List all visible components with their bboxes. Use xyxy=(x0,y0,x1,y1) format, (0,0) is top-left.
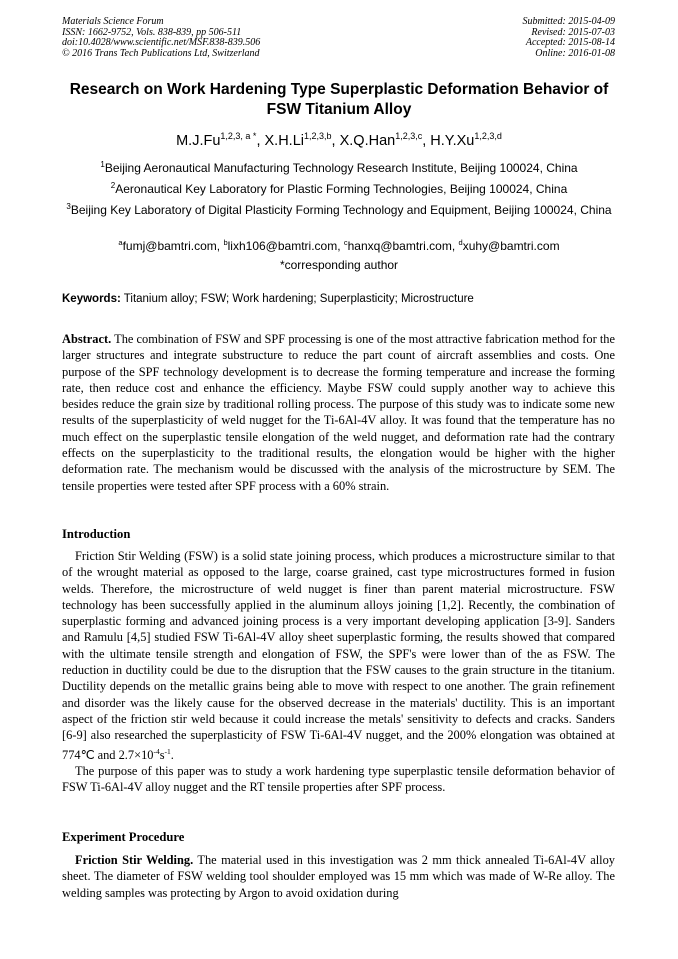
paragraph: Friction Stir Welding. The material used in this investigation was 2 mm thick annealed Ti-6Al-4V alloy sheet. The diameter of FSW welding tool shoulder employed was 15 mm which was made of W-Re alloy. The welding samples was protecting by Argon to avoid oxidation during xyxy=(62,853,615,900)
keywords-label: Keywords: xyxy=(62,293,121,305)
section-heading-introduction: Introduction xyxy=(62,527,131,541)
author: H.Y.Xu$^{1,2,3,d}$ xyxy=(430,131,502,149)
keywords xyxy=(62,292,616,307)
abstract-label: Abstract. xyxy=(62,332,112,346)
accepted-date: Accepted: 2015-08-14 xyxy=(525,37,615,49)
email-link[interactable]: xuhy@bamtri.com xyxy=(462,239,560,253)
affiliation-3: $^3$Beijing Key Laboratory of Digital Plasticity Forming Technology and Equipment, Beijing 100024, China xyxy=(66,202,612,217)
paragraph: Friction Stir Welding (FSW) is a solid state joining process, which produces a microstructure similar to that of the wrought material as opposed to the large, coarse grained, cast type microstructures formed in fusion welds. Therefore, the microstructure of weld nugget is finer than parent material microstructure. FSW technology has been successfully applied in the aluminum alloys joining [1,2]. Recently, the combination of superplastic forming and advanced joining process is a very important developing application [3-9]. Sanders and Ramulu [4,5] studied FSW Ti-6Al-4V alloy sheet superplastic forming, the results showed that compared with the ultimate tensile strength and elongation of FSW, the SPF's were lower than of the as FSW. The reduction in ductility could be due to the disruption that the FSW causes to the grain structure in the titanium. Ductility depends on the metallic grains being able to move with respect to one another. The grain refinement and disorder was the likely cause for the observed decrease in the materials' ductility. This is an important aspect of the friction stir weld because it could increase the metals' sensitivity to defects and cracks. Sanders [6-9] also researched the superplasticity of FSW Ti-6Al-4V nugget, and the 200% elongation was obtained at 774℃ and $2.7\times 10^{-4}s^{-1}$. xyxy=(62,549,615,762)
section-heading-experiment: Experiment Procedure xyxy=(62,830,185,844)
journal-name: Materials Science Forum xyxy=(62,16,164,27)
corresponding-author-note: *corresponding author xyxy=(279,258,399,272)
submitted-date: Submitted: 2015-04-09 xyxy=(522,16,615,27)
email-link[interactable]: fumj@bamtri.com, xyxy=(122,239,224,253)
copyright: © 2016 Trans Tech Publications Ltd, Switzerland xyxy=(62,47,260,59)
online-date: Online: 2016-01-08 xyxy=(535,47,615,59)
experiment-body xyxy=(62,852,615,901)
affiliation-2: $^2$Aeronautical Key Laboratory for Plastic Forming Technologies, Beijing 100024, China xyxy=(110,181,568,196)
introduction-body xyxy=(62,548,615,796)
affiliation-1: $^1$Beijing Aeronautical Manufacturing Technology Research Institute, Beijing 100024, China xyxy=(100,160,578,175)
abstract xyxy=(62,331,615,494)
dates-header xyxy=(523,17,616,59)
issn: ISSN: 1662-9752, Vols. 838-839, pp 506-511 xyxy=(62,26,242,38)
email-link[interactable]: lixh106@bamtri.com, xyxy=(227,239,344,253)
journal-header xyxy=(62,17,260,59)
author: X.Q.Han$^{1,2,3,c}$, xyxy=(339,131,431,149)
doi[interactable]: doi:10.4028/www.scientific.net/MSF.838-839.506 xyxy=(62,37,261,49)
email-link[interactable]: hanxq@bamtri.com, xyxy=(347,239,459,253)
keywords-list: Titanium alloy; FSW; Work hardening; Superplasticity; Microstructure xyxy=(123,293,474,305)
revised-date: Revised: 2015-07-03 xyxy=(531,26,615,38)
paragraph: The purpose of this paper was to study a work hardening type superplastic tensile deformation behavior of FSW Ti-6Al-4V alloy nugget and the RT tensile properties after SPF process. xyxy=(62,763,615,795)
subsection-label: Friction Stir Welding. xyxy=(75,853,194,867)
author-emails: $^a$fumj@bamtri.com, $^b$lixh106@bamtri.com, $^c$hanxq@bamtri.com, $^d$xuhy@bamtri.com xyxy=(118,238,560,253)
author: $M.J.Fu^{1,2,3, a *}$, xyxy=(176,131,265,149)
author: X.H.Li$^{1,2,3,b}$, xyxy=(264,131,340,149)
author-list xyxy=(62,127,616,150)
abstract-text: The combination of FSW and SPF processing is one of the most attractive fabrication method for the larger structures and integrate substructure to reduce the part count of aircraft assemblies and costs. One purpose of the SPF technology development is to decrease the forming temperature and increase the forming rate, then reduce cost and enhance the efficiency. Maybe FSW could supply another way to achieve this besides reduce the grain size by traditional rolling process. The purpose of this study was to indicate some new results of the superplasticity of weld nugget for the Ti-6Al-4V alloy. It was found that the temperature has no much effect on the superplastic tensile elongation of the weld nugget, and deformation rate had the contrary effects on the superplasticity to the traditional results, the elongation would be higher with the higher deformation rate. The mechanism would be discussed with the analysis of the microstructure by SEM. The tensile properties were tested after SPF process with a 60% strain. xyxy=(62,332,615,493)
paper-title: Research on Work Hardening Type Superplastic Deformation Behavior of FSW Titanium Alloy xyxy=(69,81,609,118)
